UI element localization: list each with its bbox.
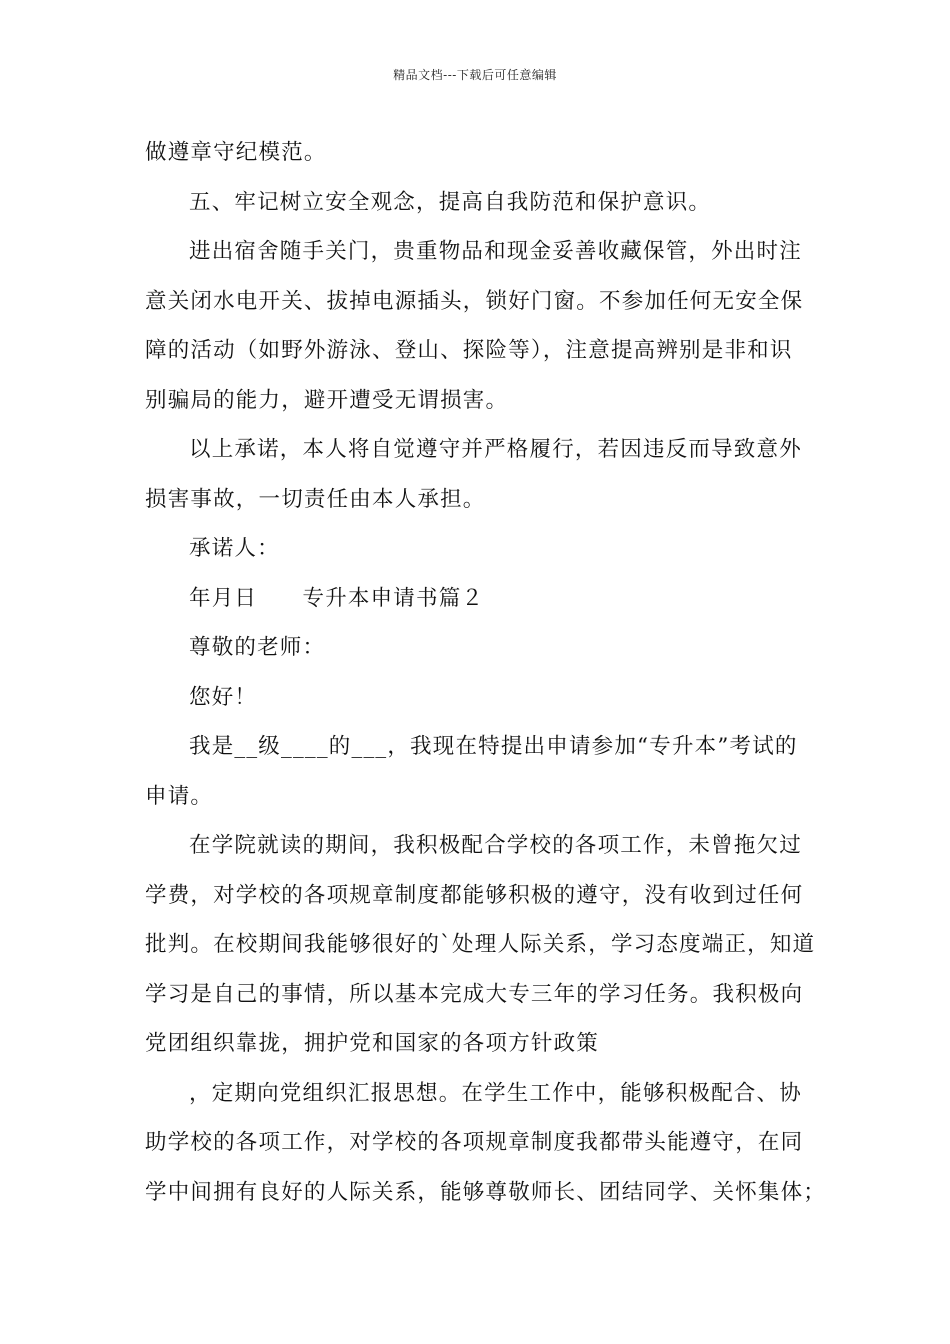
- paragraph-line: 损害事故，一切责任由本人承担。: [145, 486, 486, 512]
- paragraph-line: 批判。在校期间我能够很好的`处理人际关系，学习态度端正，知道: [145, 932, 816, 957]
- paragraph-line: 学中间拥有良好的人际关系，能够尊敬师长、团结同学、关怀集体；: [145, 1179, 827, 1205]
- paragraph-line: 助学校的各项工作，对学校的各项规章制度我都带头能遵守，在同: [145, 1130, 804, 1155]
- page-header: 精品文档---下载后可任意编辑: [393, 68, 557, 82]
- salutation: 尊敬的老师：: [189, 635, 326, 660]
- paragraph-line: 我是__级____的___，我现在特提出申请参加“专升本”考试的: [189, 734, 798, 759]
- paragraph-line: 意关闭水电开关、拔掉电源插头，锁好门窗。不参加任何无安全保: [145, 288, 804, 314]
- paragraph-line: 党团组织靠拢，拥护党和国家的各项方针政策: [145, 1031, 600, 1056]
- paragraph-line: 五、牢记树立安全观念，提高自我防范和保护意识。: [189, 189, 712, 215]
- paragraph-line: 进出宿舍随手关门，贵重物品和现金妥善收藏保管，外出时注: [189, 239, 802, 264]
- paragraph-line: ，定期向党组织汇报思想。在学生工作中，能够积极配合、协: [189, 1080, 802, 1106]
- paragraph-line: 别骗局的能力，避开遭受无谓损害。: [145, 387, 509, 413]
- paragraph-line: 申请。: [145, 783, 214, 809]
- paragraph-line: 在学院就读的期间，我积极配合学校的各项工作，未曾拖欠过: [189, 833, 802, 858]
- paragraph-line: 障的活动（如野外游泳、登山、探险等），注意提高辨别是非和识: [145, 338, 793, 363]
- paragraph-line: 学费，对学校的各项规章制度都能够积极的遵守，没有收到过任何: [145, 882, 804, 908]
- document-body: [145, 128, 827, 1217]
- paragraph-line: 以上承诺，本人将自觉遵守并严格履行，若因违反而导致意外: [189, 437, 802, 462]
- signature-label: 承诺人：: [189, 536, 280, 561]
- date-and-section-title: 年月日 专升本申请书篇２: [189, 585, 485, 611]
- greeting: 您好！: [189, 684, 258, 710]
- paragraph-line: 学习是自己的事情，所以基本完成大专三年的学习任务。我积极向: [145, 981, 804, 1007]
- paragraph-line: 做遵章守纪模范。: [145, 140, 327, 165]
